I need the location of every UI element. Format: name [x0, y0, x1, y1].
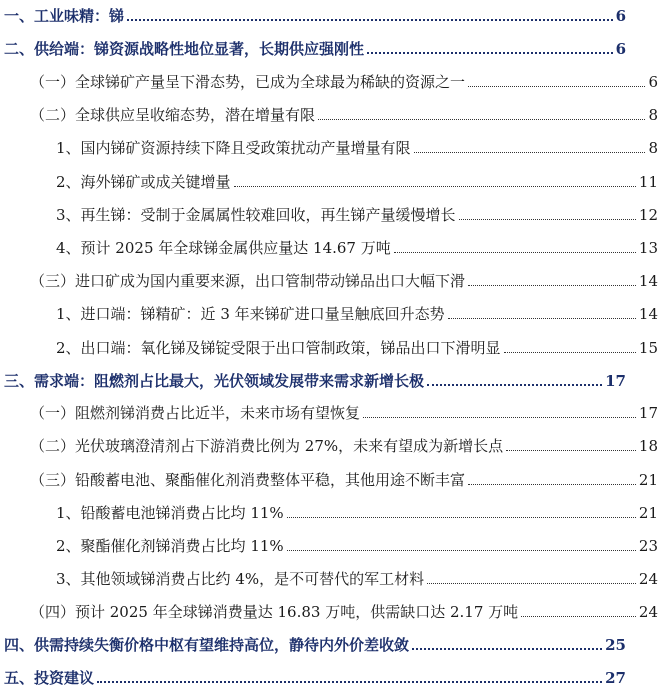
toc-leader-dots [318, 119, 645, 120]
toc-entry-title: （四）预计 2025 年全球锑消费量达 16.83 万吨，供需缺口达 2.17 万吨 [30, 603, 519, 621]
toc-leader-dots [521, 616, 636, 617]
toc-entry-title: （二）光伏玻璃澄清剂占下游消费比例为 27%，未来有望成为新增长点 [30, 437, 504, 455]
toc-page-number: 13 [638, 239, 658, 257]
toc-entry[interactable] [4, 369, 626, 391]
toc-entry[interactable] [4, 4, 626, 26]
toc-leader-dots [234, 186, 636, 187]
toc-leader-dots [127, 19, 613, 21]
toc-leader-dots [468, 86, 645, 87]
toc-entry[interactable] [56, 501, 658, 523]
toc-entry[interactable] [4, 37, 626, 59]
toc-entry[interactable] [56, 203, 658, 225]
toc-page-number: 24 [638, 570, 658, 588]
toc-page-number: 12 [638, 206, 658, 224]
toc-page-number: 27 [605, 669, 626, 687]
toc-page-number: 18 [638, 437, 658, 455]
toc-leader-dots [506, 450, 636, 451]
toc-entry[interactable] [4, 633, 626, 655]
toc-entry[interactable] [56, 170, 658, 192]
toc-leader-dots [504, 352, 636, 353]
toc-entry-title: 2、海外锑矿或成关键增量 [56, 173, 231, 191]
toc-page-number: 17 [638, 404, 658, 422]
toc-page-number: 11 [638, 173, 658, 191]
toc-leader-dots [414, 152, 646, 153]
toc-page-number: 8 [648, 139, 658, 157]
toc-entry-title: （一）全球锑矿产量呈下滑态势，已成为全球最为稀缺的资源之一 [30, 73, 466, 91]
toc-leader-dots [468, 285, 636, 286]
toc-page-number: 15 [638, 339, 658, 357]
toc-entry-title: 3、再生锑：受制于金属属性较难回收，再生锑产量缓慢增长 [56, 206, 456, 224]
toc-entry[interactable] [56, 534, 658, 556]
toc-entry-title: 3、其他领域锑消费占比约 4%，是不可替代的军工材料 [56, 570, 425, 588]
toc-entry-title: 三、需求端：阻燃剂占比最大，光伏领域发展带来需求新增长极 [4, 372, 425, 390]
toc-entry[interactable] [56, 336, 658, 358]
toc-entry-title: （三）进口矿成为国内重要来源，出口管制带动锑品出口大幅下滑 [30, 272, 466, 290]
toc-entry-title: 1、铅酸蓄电池锑消费占比均 11% [56, 504, 284, 522]
toc-entry-title: （一）阻燃剂锑消费占比近半，未来市场有望恢复 [30, 404, 361, 422]
toc-leader-dots [427, 583, 636, 584]
toc-page-number: 24 [638, 603, 658, 621]
toc-entry-title: 五、投资建议 [4, 669, 95, 687]
toc-page-number: 14 [638, 305, 658, 323]
toc-page-number: 21 [638, 471, 658, 489]
toc-entry[interactable] [30, 269, 658, 291]
toc-entry-title: （二）全球供应呈收缩态势，潜在增量有限 [30, 106, 316, 124]
toc-page-number: 14 [638, 272, 658, 290]
toc-leader-dots [412, 648, 602, 650]
toc-entry[interactable] [30, 468, 658, 490]
toc-leader-dots [367, 52, 613, 54]
toc-entry-title: 2、出口端：氧化锑及锑锭受限于出口管制政策，锑品出口下滑明显 [56, 339, 501, 357]
toc-entry[interactable] [56, 236, 658, 258]
toc-leader-dots [427, 384, 602, 386]
toc-entry-title: 1、国内锑矿资源持续下降且受政策扰动产量增量有限 [56, 139, 411, 157]
toc-entry-title: 2、聚酯催化剂锑消费占比均 11% [56, 537, 284, 555]
toc-entry[interactable] [30, 401, 658, 423]
toc-page-number: 6 [648, 73, 658, 91]
toc-entry[interactable] [30, 103, 658, 125]
toc-leader-dots [97, 681, 602, 683]
toc-entry[interactable] [4, 666, 626, 688]
toc-leader-dots [287, 517, 636, 518]
toc-entry[interactable] [30, 70, 658, 92]
toc-entry[interactable] [30, 434, 658, 456]
toc-entry[interactable] [56, 302, 658, 324]
toc-entry[interactable] [56, 567, 658, 589]
toc-leader-dots [394, 252, 636, 253]
toc-entry-title: 二、供给端：锑资源战略性地位显著，长期供应强刚性 [4, 40, 365, 58]
toc-entry-title: （三）铅酸蓄电池、聚酯催化剂消费整体平稳，其他用途不断丰富 [30, 471, 466, 489]
toc-page-number: 21 [638, 504, 658, 522]
toc-leader-dots [448, 318, 636, 319]
toc-entry[interactable] [56, 136, 658, 158]
toc-leader-dots [287, 550, 636, 551]
toc-leader-dots [468, 484, 636, 485]
toc-leader-dots [459, 219, 636, 220]
toc-page-number: 25 [605, 636, 626, 654]
toc-entry-title: 1、进口端：锑精矿：近 3 年来锑矿进口量呈触底回升态势 [56, 305, 445, 323]
toc-entry[interactable] [30, 600, 658, 622]
toc-page-number: 17 [605, 372, 626, 390]
toc-page-number: 8 [648, 106, 658, 124]
toc-page-number: 23 [638, 537, 658, 555]
toc-leader-dots [363, 417, 636, 418]
toc-entry-title: 4、预计 2025 年全球锑金属供应量达 14.67 万吨 [56, 239, 391, 257]
toc-page-number: 6 [615, 40, 626, 58]
toc-entry-title: 四、供需持续失衡价格中枢有望维持高位，静待内外价差收敛 [4, 636, 410, 654]
toc-entry-title: 一、工业味精：锑 [4, 7, 125, 25]
toc-page-number: 6 [615, 7, 626, 25]
